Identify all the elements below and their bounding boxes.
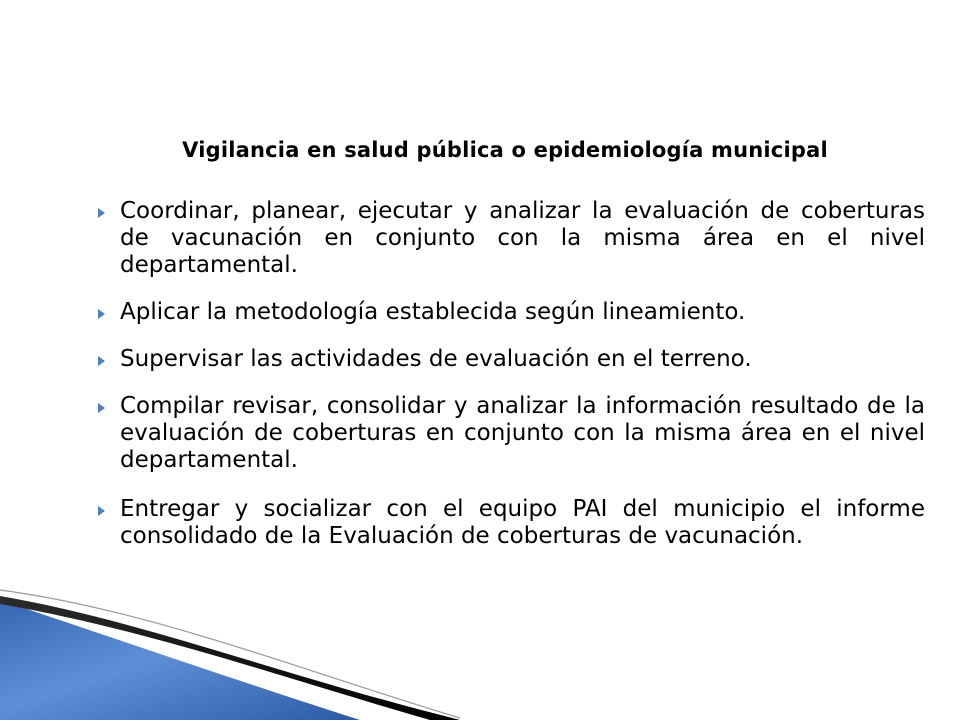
swoosh-blue-shape [0, 600, 360, 720]
arrow-right-icon [98, 309, 105, 319]
arrow-right-icon [98, 403, 105, 413]
bullet-item [95, 346, 925, 373]
bullet-item [95, 393, 925, 474]
bullet-text: Compilar revisar, consolidar y analizar la información resultado de la evaluación de coberturas en conjunto con la misma área en el nivel departamental. [120, 393, 925, 473]
bullet-text: Entregar y socializar con el equipo PAI del municipio el informe consolidado de la Evaluación de coberturas de vacunación. [120, 496, 925, 549]
bullet-text: Coordinar, planear, ejecutar y analizar la evaluación de coberturas de vacunación en conjunto con la misma área en el nivel departamental. [120, 198, 925, 278]
bullet-item [95, 299, 925, 326]
corner-swoosh-decoration [0, 580, 460, 720]
bullet-text: Aplicar la metodología establecida según lineamiento. [120, 299, 746, 325]
bullet-item [95, 198, 925, 279]
arrow-right-icon [98, 506, 105, 516]
slide-title: Vigilancia en salud pública o epidemiología municipal [182, 138, 828, 162]
bullet-item [95, 496, 925, 550]
bullet-text: Supervisar las actividades de evaluación en el terreno. [120, 346, 752, 372]
arrow-right-icon [98, 208, 105, 218]
arrow-right-icon [98, 356, 105, 366]
bullet-list [95, 198, 925, 570]
